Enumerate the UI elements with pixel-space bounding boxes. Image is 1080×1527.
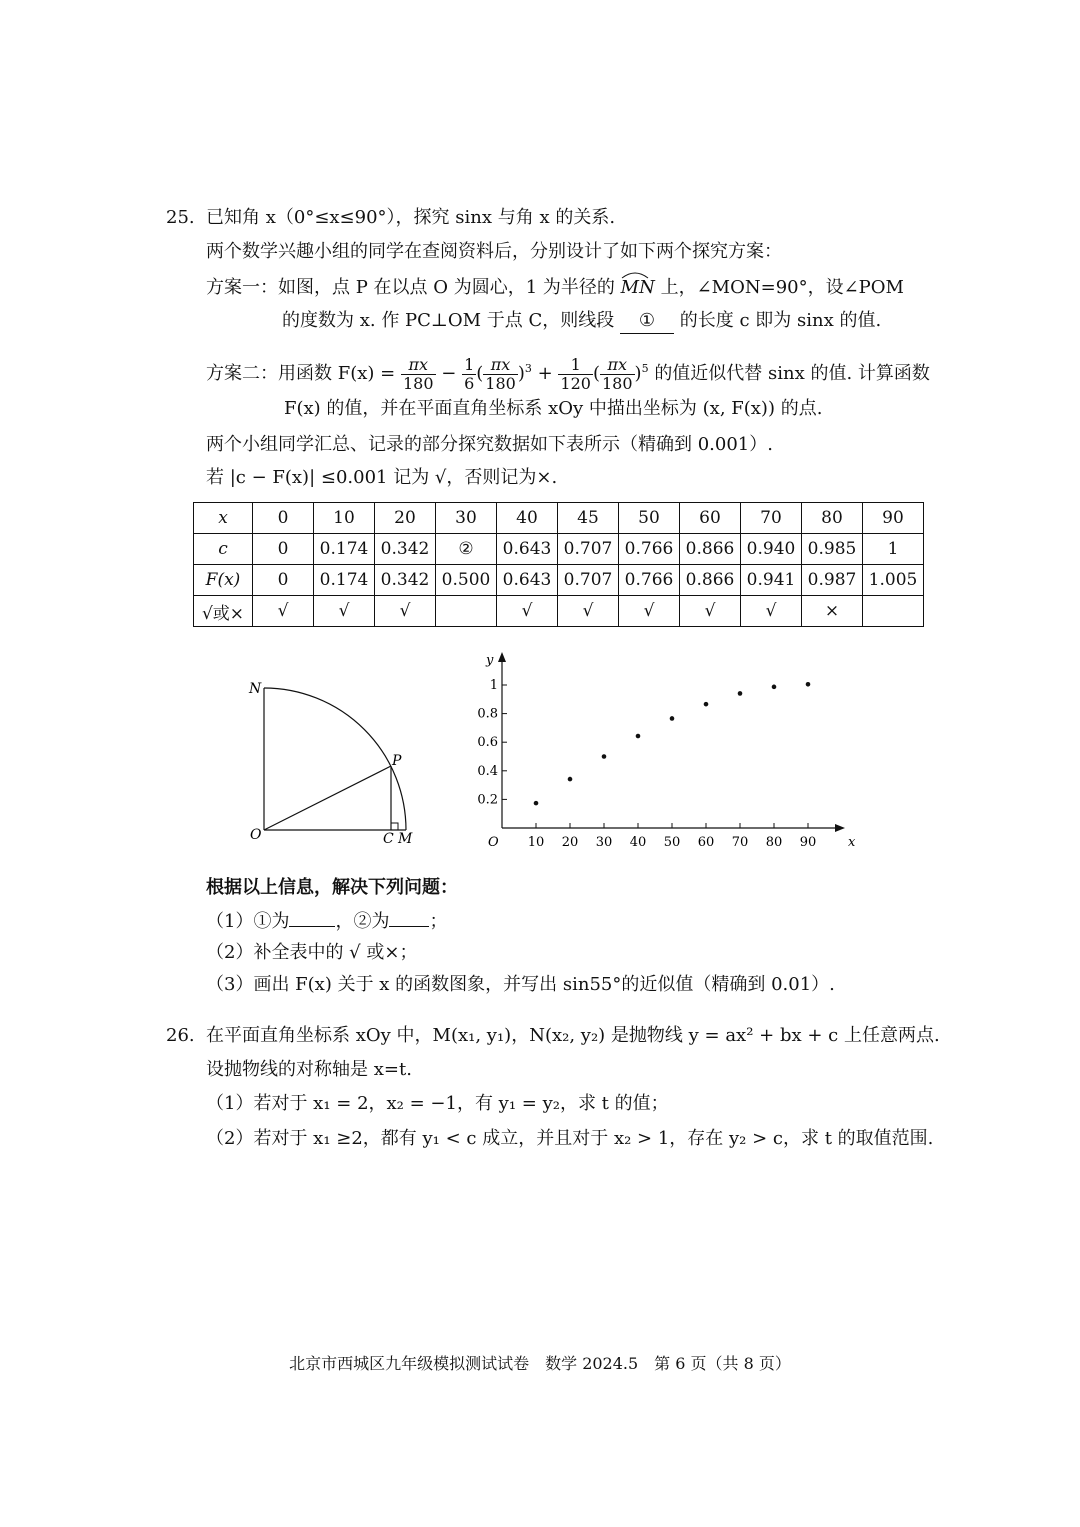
row-label: √或× [194,596,253,627]
y-tick-label: 0.2 [477,792,498,808]
table-cell: 0.766 [619,534,680,565]
arc-mn [621,276,655,300]
y-tick-label: 0.4 [477,763,498,779]
table-row-x [194,503,924,534]
label-c: C [383,831,394,847]
answer-blank-2[interactable] [389,908,429,927]
table-cell: 0.707 [558,565,619,596]
table-cell: 0 [253,565,314,596]
table-cell: 0.643 [497,534,558,565]
table-cell: 0.940 [741,534,802,565]
data-point [772,685,777,690]
table-cell: 0.985 [802,534,863,565]
row-label: x [194,503,253,534]
table-cell[interactable] [436,596,497,627]
table-cell: 30 [436,503,497,534]
table-cell: 0.643 [497,565,558,596]
table-cell: × [802,596,863,627]
label-p: P [392,753,402,769]
y-axis-arrow-icon [498,652,506,662]
plan1-line1 [206,276,904,300]
table-row-c [194,534,924,565]
table-cell: 0.987 [802,565,863,596]
plan1-text-a: 方案一：如图，点 P 在以点 O 为圆心，1 为半径的 [206,277,615,298]
table-cell: 0 [253,503,314,534]
row-label: c [194,534,253,565]
right-angle-mark [391,823,398,830]
data-point [806,682,811,687]
table-row-mark [194,596,924,627]
table-cell: 0.866 [680,534,741,565]
segment-op [264,766,391,830]
x-axis-label: x [848,835,856,850]
label-m: M [398,831,413,847]
q26-line3: （1）若对于 x₁ = 2，x₂ = −1，有 y₁ = y₂，求 t 的值； [206,1093,669,1114]
q26-line4: （2）若对于 x₁ ≥2，都有 y₁ < c 成立，并且对于 x₂ > 1，存在 y₂ > c，求 t 的取值范围. [206,1128,934,1149]
x-tick-label: 50 [663,835,681,850]
table-cell: 45 [558,503,619,534]
plan1-line2 [282,309,881,334]
x-tick-label: 90 [799,835,817,850]
label-o: O [250,827,262,843]
plan2-line2: F(x) 的值，并在平面直角坐标系 xOy 中描出坐标为 (x, F(x)) 的点. [284,398,823,419]
table-cell: 40 [497,503,558,534]
table-cell: 0.707 [558,534,619,565]
table-row-f [194,565,924,596]
table-cell: √ [558,596,619,627]
x-tick-label: 10 [527,835,545,850]
task-3: （3）画出 F(x) 关于 x 的函数图象，并写出 sin55°的近似值（精确到 0.01）. [206,974,835,995]
table-cell: 0.174 [314,565,375,596]
task-1 [206,908,447,934]
table-cell: 0.866 [680,565,741,596]
arc-mark-icon [621,271,649,279]
x-tick-label: 70 [731,835,749,850]
table-cell: 10 [314,503,375,534]
label-n: N [249,681,262,697]
exp-3: 3 [524,362,532,375]
y-tick-label: 0.8 [477,706,498,722]
q25-intro: 已知角 x（0°≤x≤90°），探究 sinx 与角 x 的关系. [206,207,616,228]
plan1-text-b: 上，∠MON=90°，设∠POM [660,277,904,298]
plan1-text-d: 的长度 c 即为 sinx 的值. [679,310,882,331]
table-cell: 0.342 [375,534,436,565]
task-2: （2）补全表中的 √ 或×； [206,942,418,963]
x-tick-label: 40 [629,835,647,850]
table-cell: ② [436,534,497,565]
answer-blank-1[interactable] [289,908,335,927]
data-point [602,754,607,759]
x-tick-label: 20 [561,835,579,850]
x-tick-label: 60 [697,835,715,850]
arc-nm [264,688,406,830]
table-cell: √ [619,596,680,627]
exp-5: 5 [641,362,649,375]
frac-5: $\frac{\pi x}{180}$ [602,354,633,393]
table-cell: 80 [802,503,863,534]
table-cell: 0.174 [314,534,375,565]
q26-line1: 在平面直角坐标系 xOy 中，M(x₁, y₁)，N(x₂, y₂) 是抛物线 y = ax² + bx + c 上任意两点. [206,1025,940,1046]
minus-sign: − [441,363,457,384]
table-cell: 20 [375,503,436,534]
q25-line2: 两个数学兴趣小组的同学在查阅资料后，分别设计了如下两个探究方案： [206,241,782,262]
task-1-text-a: （1）①为 [206,911,290,932]
x-axis-arrow-icon [835,824,845,832]
table-cell: 0.766 [619,565,680,596]
table-cell: 50 [619,503,680,534]
data-point [636,734,641,739]
q26-number: 26. [166,1025,195,1046]
summary-line: 两个小组同学汇总、记录的部分探究数据如下表所示（精确到 0.001）. [206,434,773,455]
table-cell: 1 [863,534,924,565]
blank-1: ① [620,309,674,334]
plan2-text-b: 的值近似代替 sinx 的值. 计算函数 [654,363,930,384]
y-tick-label: 1 [489,678,498,693]
plan2-line1: 方案二：用函数 F(x) = $\frac{\pi x}{180}$ − $\frac{1}{6}$ ( $\frac{\pi x}{180}$ )$^3$ + $\frac{1}{120}$ ( $\frac{\pi x}{180}$ )$^5$ 的值近似代替 sinx 的值. 计算函数 [206,354,930,393]
q26-line2: 设抛物线的对称轴是 x=t. [206,1059,412,1080]
table-cell: 0.500 [436,565,497,596]
rule-line: 若 |c − F(x)| ≤0.001 记为 √，否则记为×. [206,467,558,488]
data-point [704,702,709,707]
data-point [568,777,573,782]
geometry-figure [240,672,430,852]
table-cell: 0.941 [741,565,802,596]
data-point [738,691,743,696]
table-cell[interactable] [863,596,924,627]
origin-label: O [488,835,499,850]
table-cell: √ [680,596,741,627]
page-footer: 北京市西城区九年级模拟测试试卷 数学 2024.5 第 6 页（共 8 页） [289,1354,791,1373]
frac-3: $\frac{\pi x}{180}$ [485,354,516,393]
data-point [670,716,675,721]
table-cell: √ [253,596,314,627]
plan2-text-a: 方案二：用函数 F(x) = [206,363,396,384]
table-cell: 1.005 [863,565,924,596]
frac-4: $\frac{1}{120}$ [560,354,591,393]
frac-2: $\frac{1}{6}$ [464,354,475,393]
table-cell: 90 [863,503,924,534]
frac-1: $\frac{\pi x}{180}$ [402,354,434,393]
task-1-text-b: ，②为 [335,911,390,932]
table-cell: 70 [741,503,802,534]
y-axis-label: y [486,653,494,668]
table-cell: 0 [253,534,314,565]
x-tick-label: 30 [595,835,613,850]
table-cell: 0.342 [375,565,436,596]
x-tick-label: 80 [765,835,783,850]
task-heading: 根据以上信息，解决下列问题： [206,877,458,898]
task-1-text-c: ； [429,911,448,932]
scatter-chart [470,648,856,854]
table-cell: √ [497,596,558,627]
data-point [534,801,539,806]
arc-mn-label: MN [620,277,655,298]
plus-sign: + [537,363,553,384]
table-cell: 60 [680,503,741,534]
row-label: F(x) [194,565,253,596]
table-cell: √ [314,596,375,627]
table-cell: √ [375,596,436,627]
plan1-text-c: 的度数为 x. 作 PC⊥OM 于点 C，则线段 [282,310,615,331]
q25-number: 25. [166,207,195,228]
table-cell: √ [741,596,802,627]
data-table [193,502,924,627]
y-tick-label: 0.6 [477,735,498,751]
